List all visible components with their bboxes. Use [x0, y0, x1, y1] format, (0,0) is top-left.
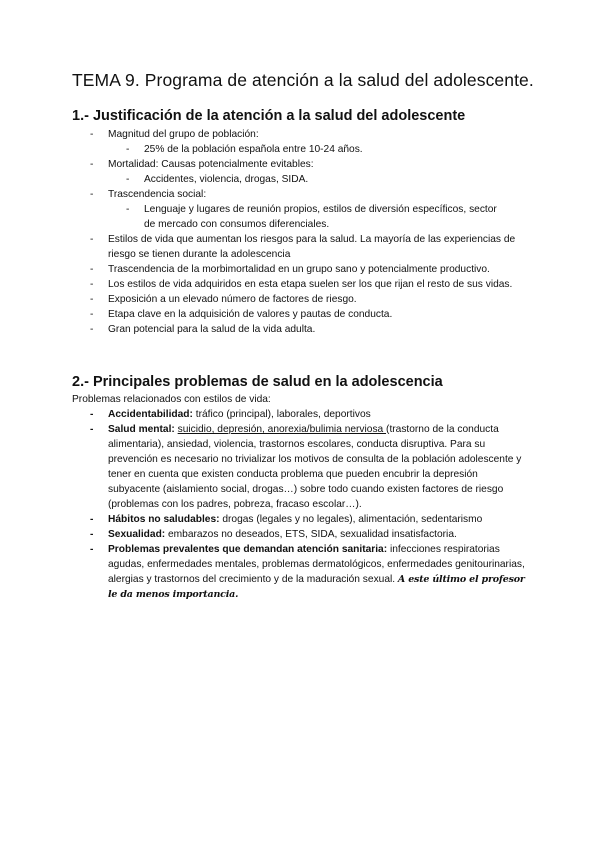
bullet-dash: - [90, 309, 94, 320]
bullet-dash: - [90, 294, 94, 305]
section-1-heading-text: 1.- Justificación de la atención a la salud del adolescente [72, 108, 466, 124]
list-item [90, 292, 538, 307]
bullet-dash: - [90, 424, 94, 435]
bullet-dash: - [90, 129, 94, 140]
list-item [90, 527, 528, 542]
handwritten-note: A este último el profesor le da menos importancia. [108, 574, 525, 600]
list-item-text: (trastorno de la conducta alimentaria), ansiedad, violencia, trastornos escolares, conducta disruptiva. Para su prevención es necesario no trivializar los motivos de consulta de la población adolescente y tener en cuenta que existen conducta problema que pueden encubrir la depresión subyacente (aislamiento social, drogas…) sobre todo cuando existen factores de riesgo (problemas con los padres, pobreza, fracaso escolar…). [108, 424, 522, 510]
sub-list-item-text: Lenguaje y lugares de reunión propios, estilos de diversión específicos, sector de mercado con consumos diferenciales. [144, 204, 497, 230]
item-label: Accidentabilidad: [108, 409, 193, 420]
list-item [90, 157, 538, 187]
list-item-text: drogas (legales y no legales), alimentación, sedentarismo [219, 514, 483, 525]
list-item [90, 232, 538, 262]
list-item [90, 277, 538, 292]
section-1-heading [72, 108, 465, 124]
list-item [90, 322, 538, 337]
item-label: Hábitos no saludables: [108, 514, 220, 525]
section-2-heading [72, 374, 443, 390]
underlined-text: suicidio, depresión, anorexia/bulimia nerviosa [177, 424, 387, 435]
bullet-dash: - [126, 174, 130, 185]
bullet-dash: - [90, 159, 94, 170]
list-item [90, 542, 528, 602]
bullet-dash: - [90, 324, 94, 335]
list-item [90, 127, 538, 157]
bullet-dash: - [90, 529, 94, 540]
list-item-text: infecciones respiratorias agudas, enfermedades mentales, problemas dermatológicos, enfermedades genitourinarias, alergias y trastornos del crecimiento y de la maduración sexual. [108, 544, 525, 585]
bullet-dash: - [90, 514, 94, 525]
list-item-text: Estilos de vida que aumentan los riesgos para la salud. La mayoría de las experiencias de riesgo se tienen durante la adolescencia [108, 234, 516, 260]
sub-list-item [108, 142, 538, 157]
list-item-text: Exposición a un elevado número de factores de riesgo. [108, 294, 357, 305]
sub-list-item [108, 202, 538, 232]
list-item-text: Los estilos de vida adquiridos en esta etapa suelen ser los que rijan el resto de sus vidas. [108, 279, 513, 290]
sub-list-item [108, 172, 538, 187]
list-item-text: embarazos no deseados, ETS, SIDA, sexualidad insatisfactoria. [165, 529, 457, 540]
bullet-dash: - [90, 189, 94, 200]
list-item [90, 407, 528, 422]
list-item [90, 422, 528, 512]
list-item-text: Gran potencial para la salud de la vida adulta. [108, 324, 316, 335]
sub-list-item-text: Accidentes, violencia, drogas, SIDA. [144, 174, 309, 185]
list-item [90, 307, 538, 322]
item-label: Sexualidad: [108, 529, 166, 540]
item-label: Problemas prevalentes que demandan atención sanitaria: [108, 544, 388, 555]
list-item [90, 512, 528, 527]
bullet-dash: - [90, 279, 94, 290]
sub-list-item-text: 25% de la población española entre 10-24 años. [144, 144, 363, 155]
section-2-intro: Problemas relacionados con estilos de vida: [72, 394, 271, 405]
bullet-dash: - [126, 204, 130, 215]
list-item-text: tráfico (principal), laborales, deportivos [192, 409, 371, 420]
list-item-text: Mortalidad: Causas potencialmente evitables: [108, 159, 314, 170]
item-label: Salud mental: [108, 424, 175, 435]
bullet-dash: - [90, 264, 94, 275]
page-title: TEMA 9. Programa de atención a la salud del adolescente. [72, 70, 534, 90]
list-item-text: Trascendencia de la morbimortalidad en un grupo sano y potencialmente productivo. [108, 264, 490, 275]
list-item-text: Magnitud del grupo de población: [108, 129, 259, 140]
list-item-text: Trascendencia social: [108, 189, 207, 200]
bullet-dash: - [90, 234, 94, 245]
list-item-text: Etapa clave en la adquisición de valores y pautas de conducta. [108, 309, 393, 320]
section-2-list [90, 407, 528, 602]
list-item [90, 187, 538, 232]
bullet-dash: - [90, 544, 94, 555]
section-2-heading-text: 2.- Principales problemas de salud en la adolescencia [72, 374, 443, 390]
list-item [90, 262, 538, 277]
bullet-dash: - [90, 409, 94, 420]
bullet-dash: - [126, 144, 130, 155]
section-1-list [90, 127, 538, 337]
